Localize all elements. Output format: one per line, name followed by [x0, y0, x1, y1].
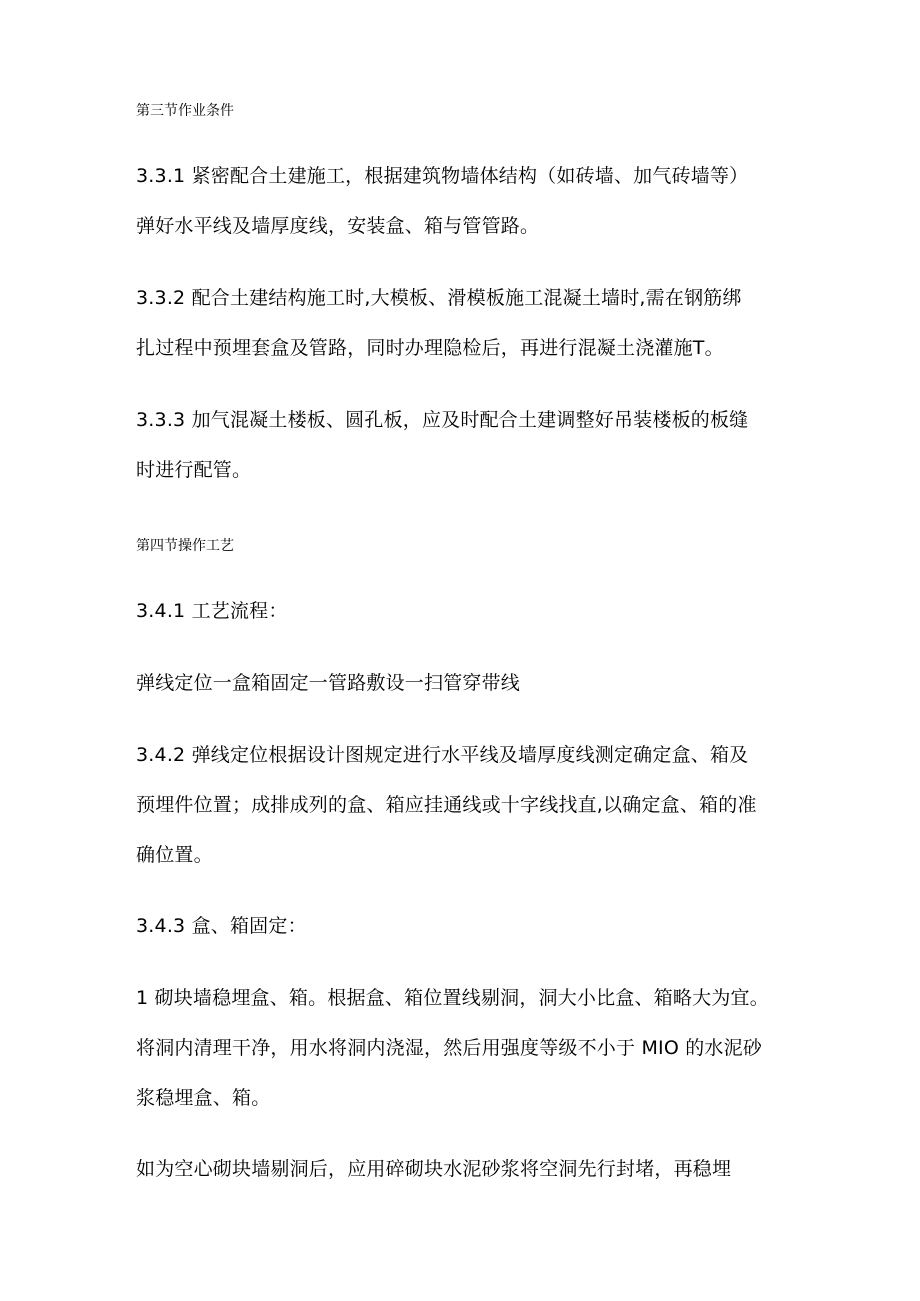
paragraph-3-4-1-line-1: 3.4.1 工艺流程：: [136, 600, 288, 622]
item-1-line-1: 1 砌块墙稳埋盒、箱。根据盒、箱位置线剔洞，洞大小比盒、箱略大为宜。: [136, 987, 769, 1009]
hollow-block-line-1: 如为空心砌块墙剔洞后，应用碎砌块水泥砂浆将空洞先行封堵，再稳埋: [136, 1158, 732, 1180]
paragraph-3-3-3-line-1: 3.3.3 加气混凝土楼板、圆孔板，应及时配合土建调整好吊装楼板的板缝: [136, 409, 749, 431]
paragraph-3-4-2-line-2: 预埋件位置；成排成列的盒、箱应挂通线或十字线找直,以确定盒、箱的准: [136, 794, 757, 816]
paragraph-3-3-1-line-2: 弹好水平线及墙厚度线，安装盒、箱与管管路。: [136, 215, 540, 237]
paragraph-3-3-3-line-2: 时进行配管。: [136, 459, 252, 481]
paragraph-3-3-2-line-2: 扎过程中预埋套盒及管路，同时办理隐检后，再进行混凝土浇灌施T。: [136, 337, 724, 359]
paragraph-3-4-2-line-3: 确位置。: [136, 844, 213, 866]
section-heading-4: 第四节操作工艺: [136, 538, 234, 554]
item-1-line-3: 浆稳埋盒、箱。: [136, 1087, 271, 1109]
paragraph-3-4-2-line-1: 3.4.2 弹线定位根据设计图规定进行水平线及墙厚度线测定确定盒、箱及: [136, 744, 749, 766]
paragraph-3-3-2-line-1: 3.3.2 配合土建结构施工时,大模板、滑模板施工混凝土墙时,需在钢筋绑: [136, 287, 742, 309]
item-1-line-2: 将洞内清理干净，用水将洞内浇湿，然后用强度等级不小于 MIO 的水泥砂: [136, 1037, 763, 1059]
paragraph-3-4-3-line-1: 3.4.3 盒、箱固定：: [136, 915, 307, 937]
paragraph-3-3-1-line-1: 3.3.1 紧密配合土建施工，根据建筑物墙体结构（如砖墙、加气砖墙等）: [136, 165, 749, 187]
section-heading-3: 第三节作业条件: [136, 103, 234, 119]
process-flow-line: 弹线定位一盒箱固定一管路敷设一扫管穿带线: [136, 672, 521, 694]
